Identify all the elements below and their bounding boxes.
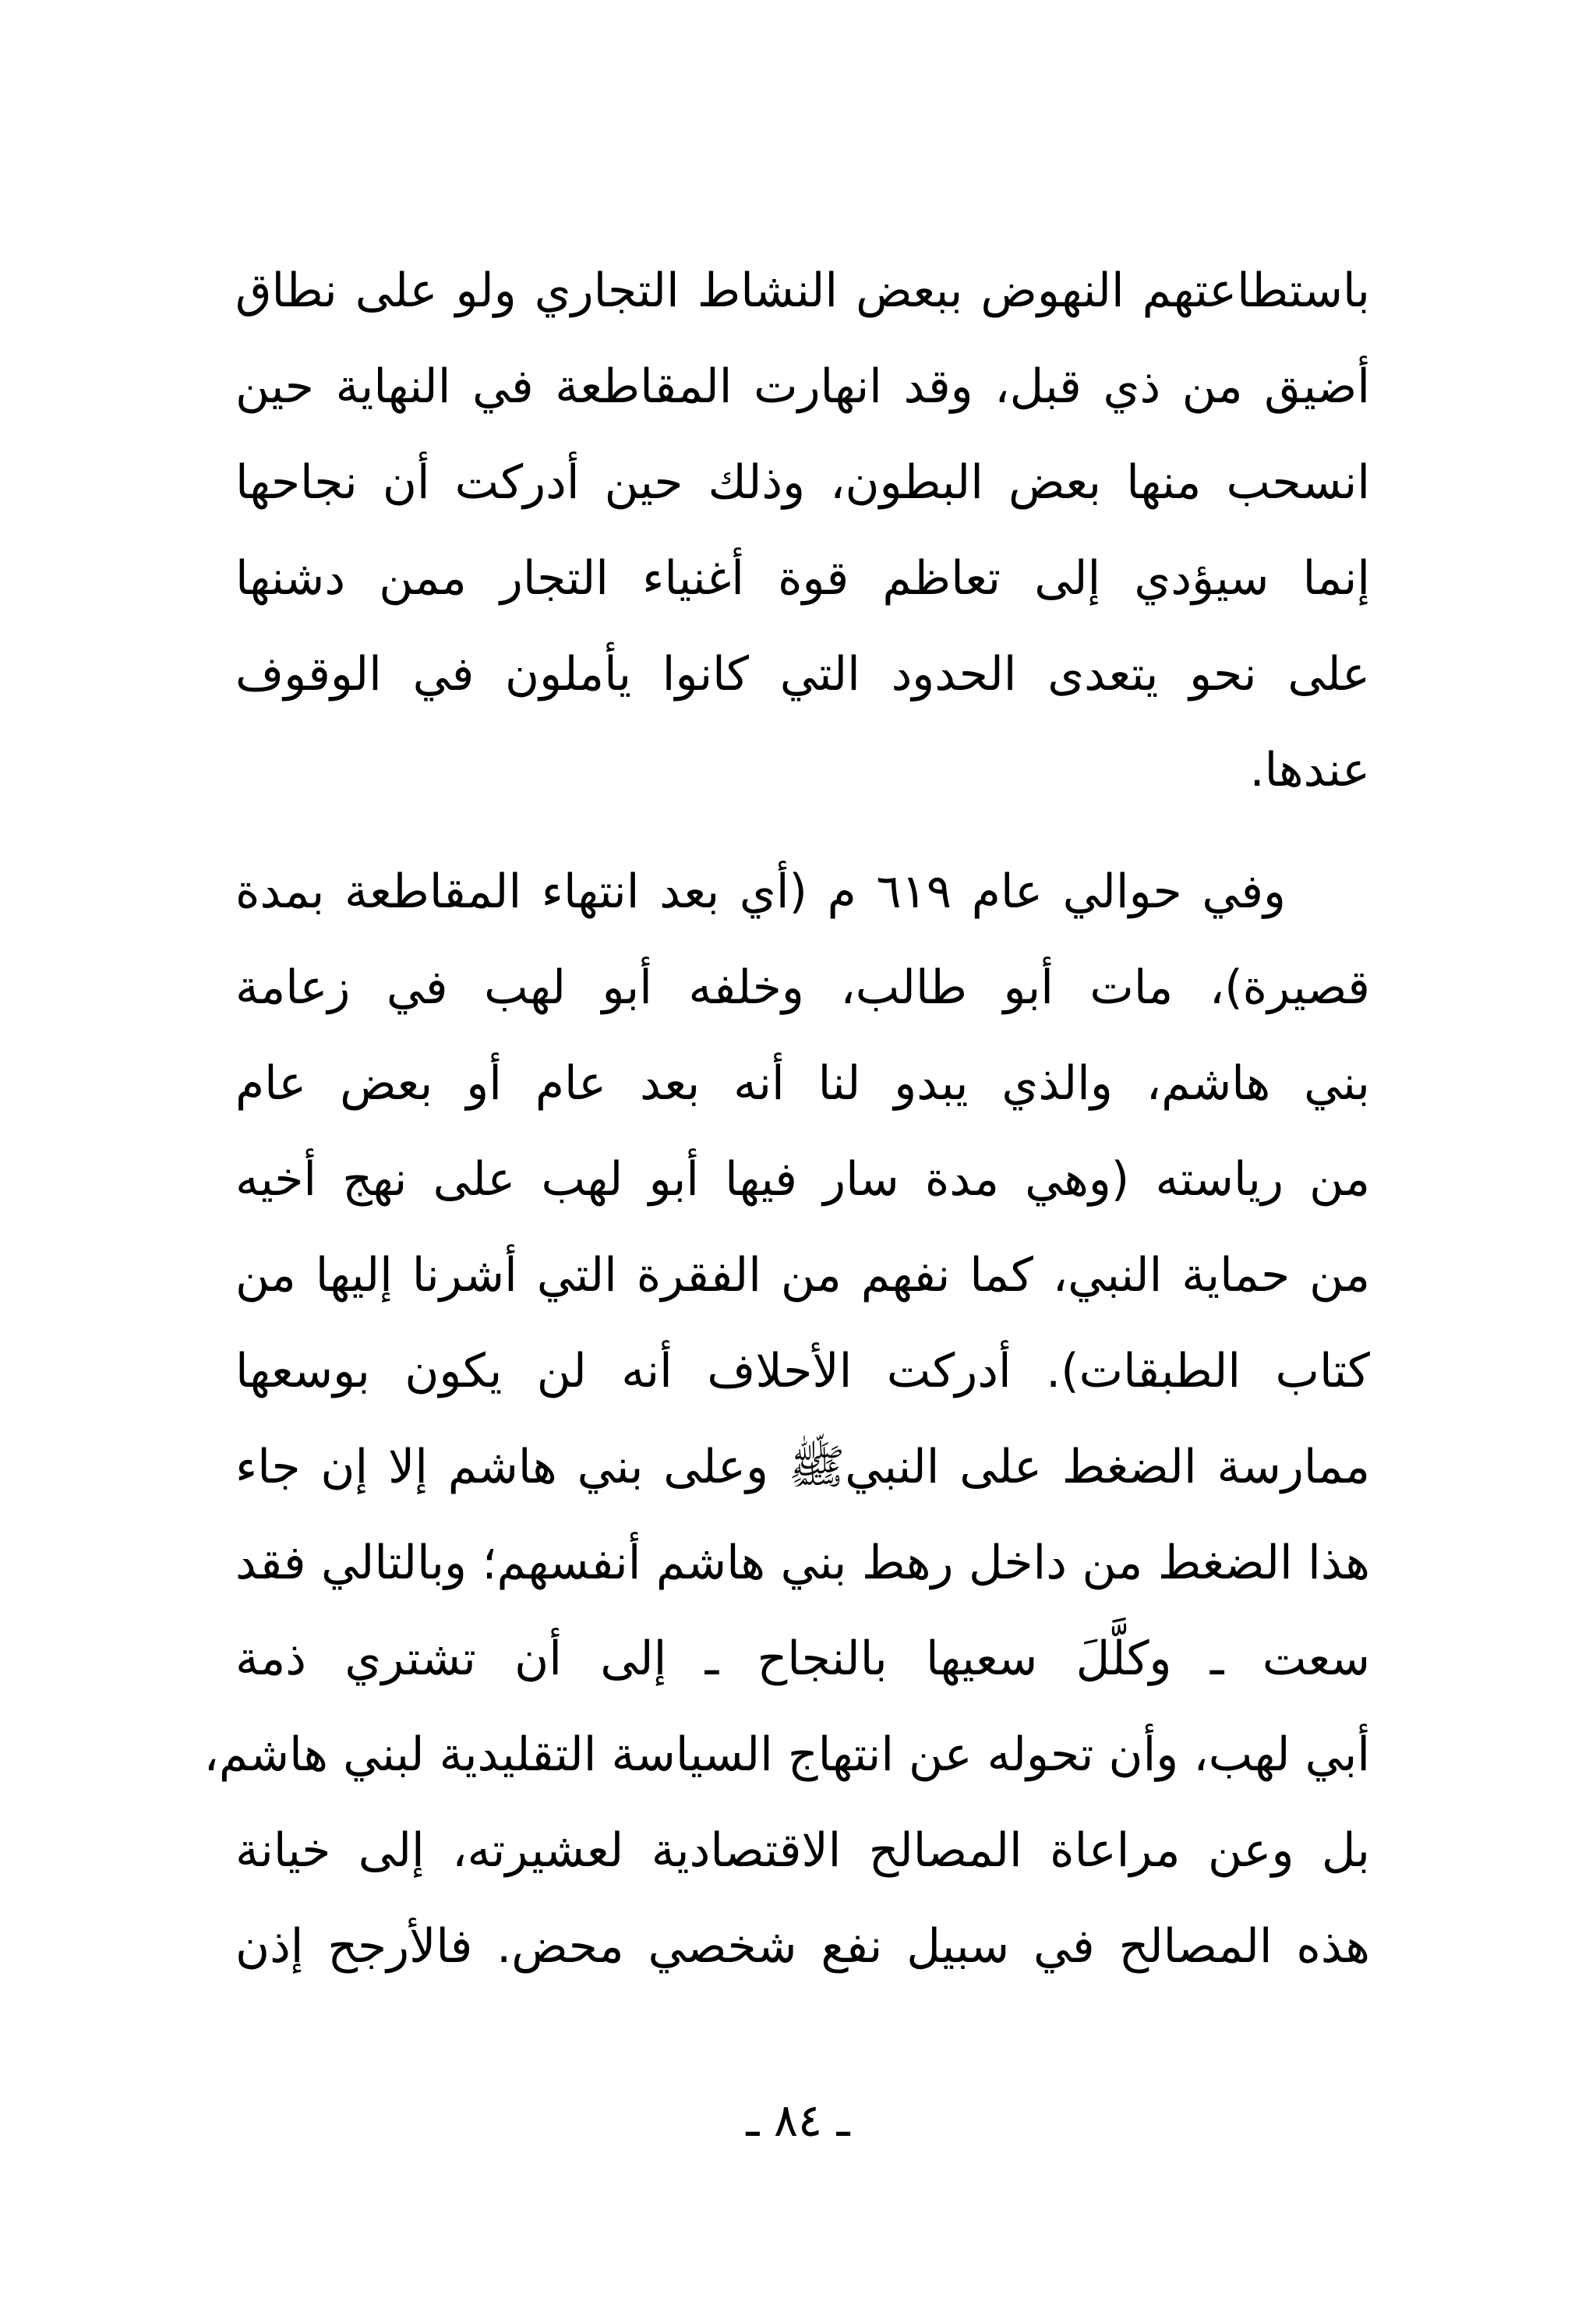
paragraph-line: إنما سيؤدي إلى تعاظم قوة أغنياء التجار ممن دشنها [235,551,1370,606]
page-number: ـ ٨٤ ـ [746,2094,850,2147]
paragraph-line: من حماية النبي، كما نفهم من الفقرة التي أشرنا إليها من [235,1248,1370,1303]
paragraph-line: وفي حوالي عام ٦١٩ م (أي بعد انتهاء المقاطعة بمدة [235,864,1286,919]
paragraph-line: من رياسته (وهي مدة سار فيها أبو لهب على نهج أخيه [235,1152,1370,1207]
paragraph-line: أبي لهب، وأن تحوله عن انتهاج السياسة التقليدية لبني هاشم، [203,1727,1370,1782]
paragraph-line: بل وعن مراعاة المصالح الاقتصادية لعشيرته، إلى خيانة [235,1823,1370,1878]
paragraph-line: انسحب منها بعض البطون، وذلك حين أدركت أن نجاحها [235,455,1370,510]
paragraph-line: سعت ـ وكلَّلَ سعيها بالنجاح ـ إلى أن تشتري ذمة [235,1632,1370,1686]
paragraph-line: ممارسة الضغط على النبيﷺ وعلى بني هاشم إلا إن جاء [235,1440,1370,1494]
paragraph-line: على نحو يتعدى الحدود التي كانوا يأملون في الوقوف [235,647,1370,702]
paragraph-line: أضيق من ذي قبل، وقد انهارت المقاطعة في النهاية حين [235,359,1370,414]
paragraph-1 [235,243,1370,818]
paragraph-line: هذا الضغط من داخل رهط بني هاشم أنفسهم؛ وبالتالي فقد [235,1536,1370,1590]
paragraph-line: قصيرة)، مات أبو طالب، وخلفه أبو لهب في زعامة [235,960,1370,1015]
paragraph-line: عندها. [1249,743,1370,797]
paragraph-2 [203,844,1370,1995]
paragraph-line: باستطاعتهم النهوض ببعض النشاط التجاري ولو على نطاق [235,263,1370,318]
paragraph-line: بني هاشم، والذي يبدو لنا أنه بعد عام أو بعض عام [235,1056,1370,1111]
paragraph-line: هذه المصالح في سبيل نفع شخصي محض. فالأرجح إذن [235,1919,1370,1974]
paragraph-line: كتاب الطبقات). أدركت الأحلاف أنه لن يكون بوسعها [235,1344,1370,1398]
